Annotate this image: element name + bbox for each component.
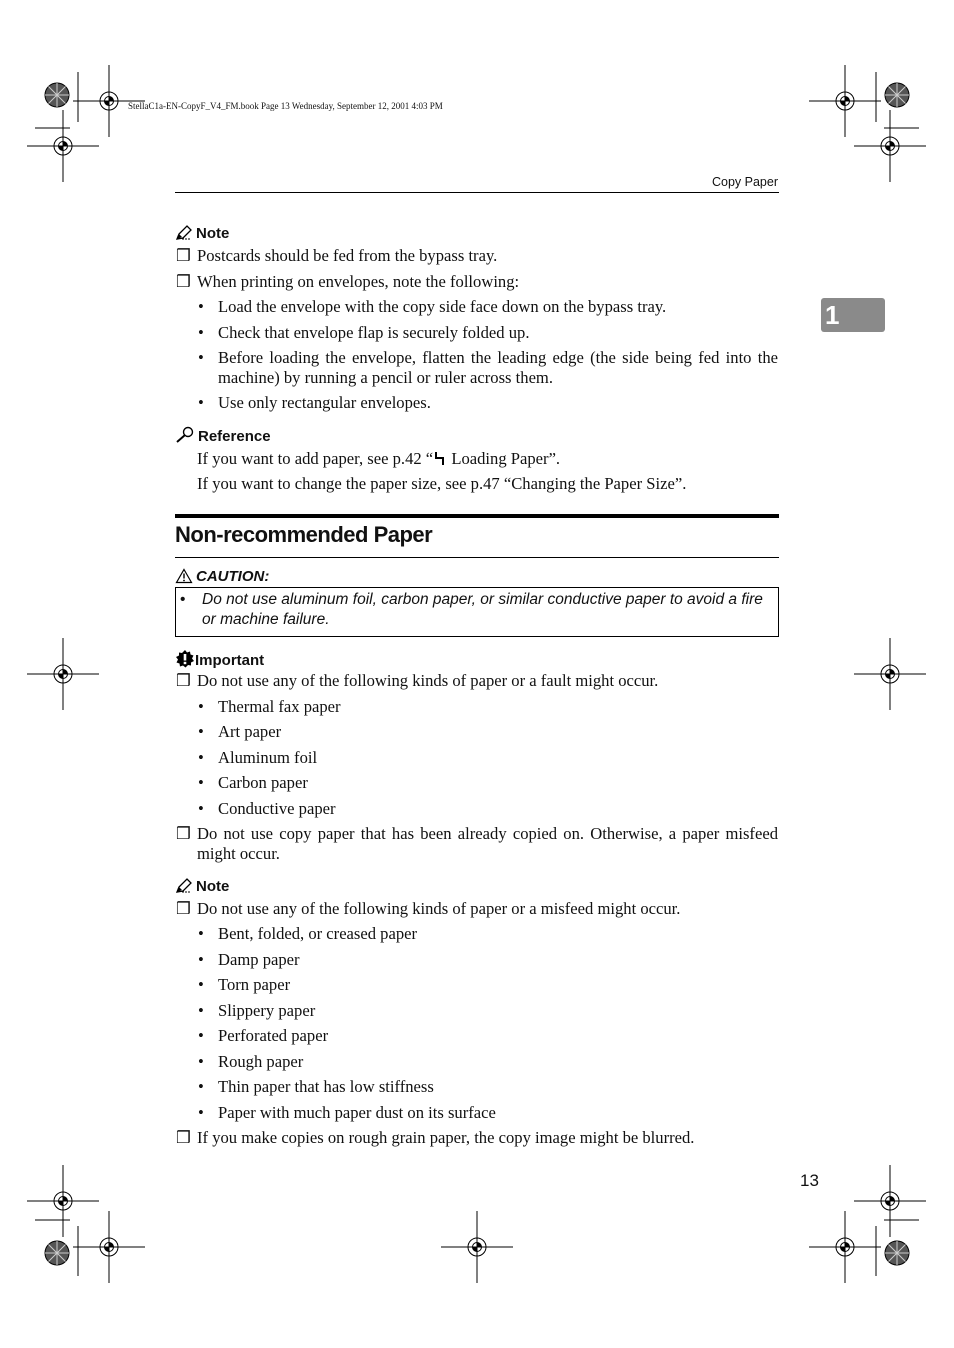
important-icon <box>175 650 195 668</box>
checkbox-icon: ❒ <box>176 899 191 918</box>
list-item: • Perforated paper <box>198 1026 329 1045</box>
checkbox-icon: ❒ <box>176 246 191 265</box>
caution-label-text: CAUTION: <box>196 568 270 585</box>
note-label-text: Note <box>196 225 230 242</box>
list-item: • Damp paper <box>198 950 300 969</box>
important-label-text: Important <box>195 652 265 669</box>
pencil-icon <box>175 225 193 241</box>
section-rule-bottom <box>175 557 779 558</box>
pencil-icon <box>175 878 193 894</box>
list-item: • Rough paper <box>198 1052 304 1071</box>
checkbox-icon: ❒ <box>176 824 191 843</box>
caution-box: • Do not use aluminum foil, carbon paper, or similar conductive paper to avoid a fire or machine failure. <box>175 587 779 637</box>
checkbox-icon: ❒ <box>176 272 191 291</box>
running-header: Copy Paper <box>711 175 778 189</box>
caution-text: Do not use aluminum foil, carbon paper, or similar conductive paper to avoid a fire or machine failure. <box>202 591 763 628</box>
section-rule-top <box>175 514 779 518</box>
checkbox-icon: ❒ <box>176 671 191 690</box>
list-item: • Conductive paper <box>198 799 336 818</box>
book-ref-icon <box>433 450 447 466</box>
list-item: • Slippery paper <box>198 1001 316 1020</box>
note-item-text: Postcards should be fed from the bypass tray. <box>197 246 498 265</box>
reference-line: If you want to add paper, see p.42 “ Loading Paper”. <box>197 449 561 468</box>
note-item-text: When printing on envelopes, note the following: <box>197 272 520 291</box>
caution-label <box>175 568 269 586</box>
print-info: StellaC1a-EN-CopyF_V4_FM.book Page 13 Wednesday, September 12, 2001 4:03 PM <box>128 101 443 111</box>
warning-icon <box>175 568 193 584</box>
list-item: • Bent, folded, or creased paper <box>198 924 418 943</box>
list-item: • Art paper <box>198 722 282 741</box>
list-item: • Torn paper <box>198 975 291 994</box>
chapter-tab: 1 <box>821 298 885 332</box>
list-item: • Before loading the envelope, flatten the leading edge (the side being fed into the machine) by running a pencil or ruler across them. <box>198 348 778 387</box>
list-item: • Thermal fax paper <box>198 697 341 716</box>
page-number: 13 <box>800 1171 819 1190</box>
list-item: • Check that envelope flap is securely folded up. <box>198 323 530 342</box>
section-title: Non-recommended Paper <box>175 522 433 547</box>
header-rule <box>175 192 779 193</box>
list-item: • Load the envelope with the copy side face down on the bypass tray. <box>198 297 667 316</box>
list-item: • Carbon paper <box>198 773 308 792</box>
note-label-text: Note <box>196 878 230 895</box>
list-item: • Thin paper that has low stiffness <box>198 1077 434 1096</box>
important-item: ❒ Do not use copy paper that has been already copied on. Otherwise, a paper misfeed might occur. <box>176 824 778 863</box>
reference-label-text: Reference <box>198 428 271 445</box>
note-label <box>175 878 229 896</box>
magnifier-icon <box>175 426 195 444</box>
checkbox-icon: ❒ <box>176 1128 191 1147</box>
important-label <box>175 650 264 670</box>
list-item: • Use only rectangular envelopes. <box>198 393 431 412</box>
list-item: • Paper with much paper dust on its surface <box>198 1103 496 1122</box>
reference-label <box>175 426 271 446</box>
list-item: • Aluminum foil <box>198 748 318 767</box>
reference-line: If you want to change the paper size, see p.47 “Changing the Paper Size”. <box>197 474 687 493</box>
note-label <box>175 225 229 243</box>
